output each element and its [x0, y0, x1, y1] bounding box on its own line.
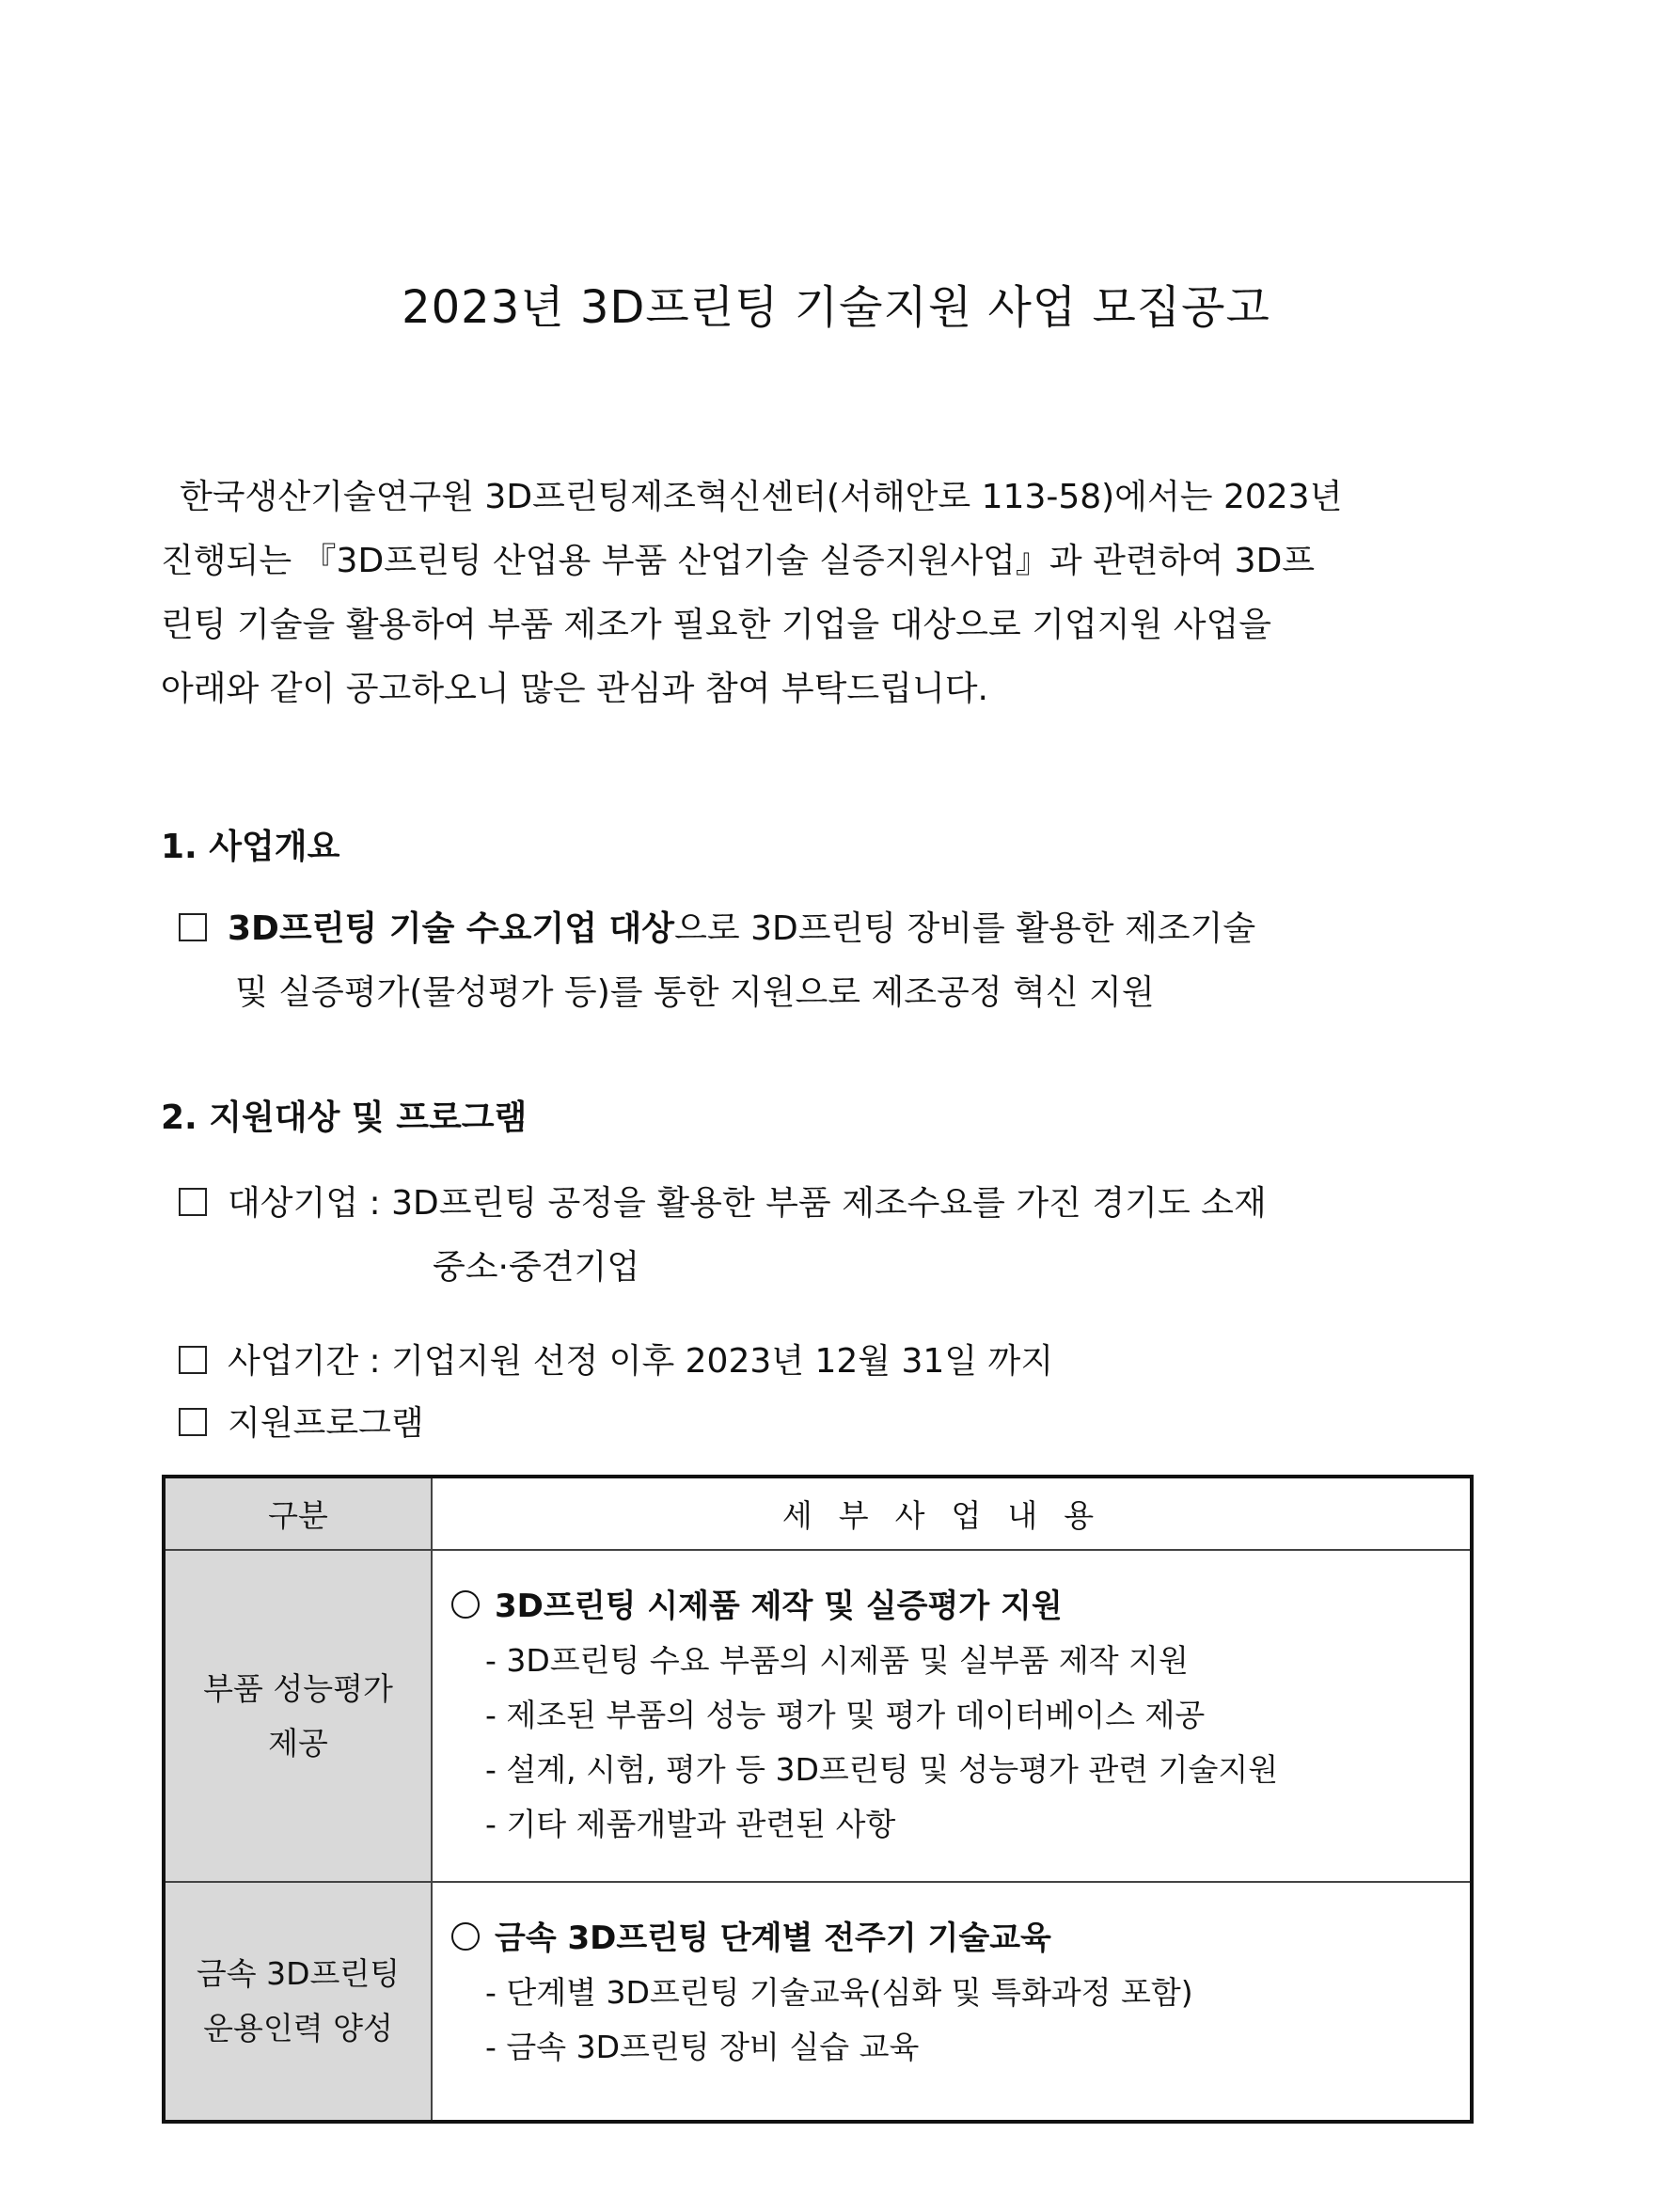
row-detail [432, 1882, 1472, 2122]
table-row [164, 1882, 1472, 2122]
table-header-row [164, 1477, 1472, 1550]
section2-heading: 2. 지원대상 및 프로그램 [161, 1098, 528, 1137]
list-item: - 단계별 3D프린팅 기술교육(심화 및 특화과정 포함) [485, 1974, 1193, 2011]
overview-text-cont: 및 실증평가(물성평가 등)를 통한 지원으로 제조공정 혁신 지원 [235, 973, 1155, 1012]
overview-text: 으로 3D프린팅 장비를 활용한 제조기술 [674, 909, 1256, 948]
list-item: - 3D프린팅 수요 부품의 시제품 및 실부품 제작 지원 [485, 1642, 1189, 1679]
intro-line: 한국생산기술연구원 3D프린팅제조혁신센터(서해안로 113-58)에서는 2023년 [180, 478, 1343, 516]
target-text-cont: 중소·중견기업 [433, 1248, 640, 1287]
list-item: - 기타 제품개발과 관련된 사항 [485, 1806, 896, 1842]
intro-line: 진행되는 『3D프린팅 산업용 부품 산업기술 실증지원사업』과 관련하여 3D프 [161, 542, 1316, 580]
header-category: 구분 [164, 1477, 432, 1550]
category-line: 금속 3D프린팅 [196, 1955, 401, 1992]
program-item [179, 1392, 1514, 1456]
header-detail: 세부사업내용 [432, 1477, 1472, 1550]
list-item: - 제조된 부품의 성능 평가 및 평가 데이터베이스 제공 [485, 1697, 1206, 1733]
target-label: 대상기업 : [228, 1184, 381, 1223]
row-category [164, 1550, 432, 1882]
detail-title-text: 금속 3D프린팅 단계별 전주기 기술교육 [495, 1920, 1051, 1957]
category-line: 운용인력 양성 [203, 2010, 393, 2046]
detail-title [451, 1579, 1470, 1634]
category-line: 제공 [268, 1724, 328, 1762]
checkbox-square-icon [179, 1346, 207, 1374]
program-table [162, 1475, 1474, 2124]
list-item: - 설계, 시험, 평가 등 3D프린팅 및 성능평가 관련 기술지원 [485, 1751, 1279, 1788]
circle-bullet-icon [451, 1590, 480, 1619]
intro-line: 린팅 기술을 활용하여 부품 제조가 필요한 기업을 대상으로 기업지원 사업을 [161, 606, 1272, 644]
detail-list [451, 1966, 1470, 2075]
page-title: 2023년 3D프린팅 기술지원 사업 모집공고 [402, 281, 1270, 334]
checkbox-square-icon [179, 1188, 207, 1216]
target-item [179, 1172, 1514, 1300]
overview-bold-text: 3D프린팅 기술 수요기업 대상 [228, 909, 675, 948]
checkbox-square-icon [179, 913, 207, 941]
row-detail [432, 1550, 1472, 1882]
period-text: 사업기간 : 기업지원 선정 이후 2023년 12월 31일 까지 [228, 1342, 1054, 1381]
detail-title [451, 1911, 1470, 1966]
detail-title-text: 3D프린팅 시제품 제작 및 실증평가 지원 [495, 1588, 1063, 1625]
intro-line: 아래와 같이 공고하오니 많은 관심과 참여 부탁드립니다. [161, 670, 988, 708]
checkbox-square-icon [179, 1408, 207, 1436]
period-item [179, 1330, 1514, 1394]
intro-paragraph [161, 466, 1511, 721]
program-text: 지원프로그램 [228, 1404, 424, 1443]
section1-overview-item [179, 897, 1514, 1025]
list-item: - 금속 3D프린팅 장비 실습 교육 [485, 2029, 920, 2065]
circle-bullet-icon [451, 1922, 480, 1951]
section1-heading: 1. 사업개요 [161, 828, 340, 866]
target-text: 3D프린팅 공정을 활용한 부품 제조수요를 가진 경기도 소재 [391, 1184, 1267, 1223]
category-line: 부품 성능평가 [203, 1669, 393, 1707]
detail-list [451, 1634, 1470, 1852]
table-row [164, 1550, 1472, 1882]
row-category [164, 1882, 432, 2122]
